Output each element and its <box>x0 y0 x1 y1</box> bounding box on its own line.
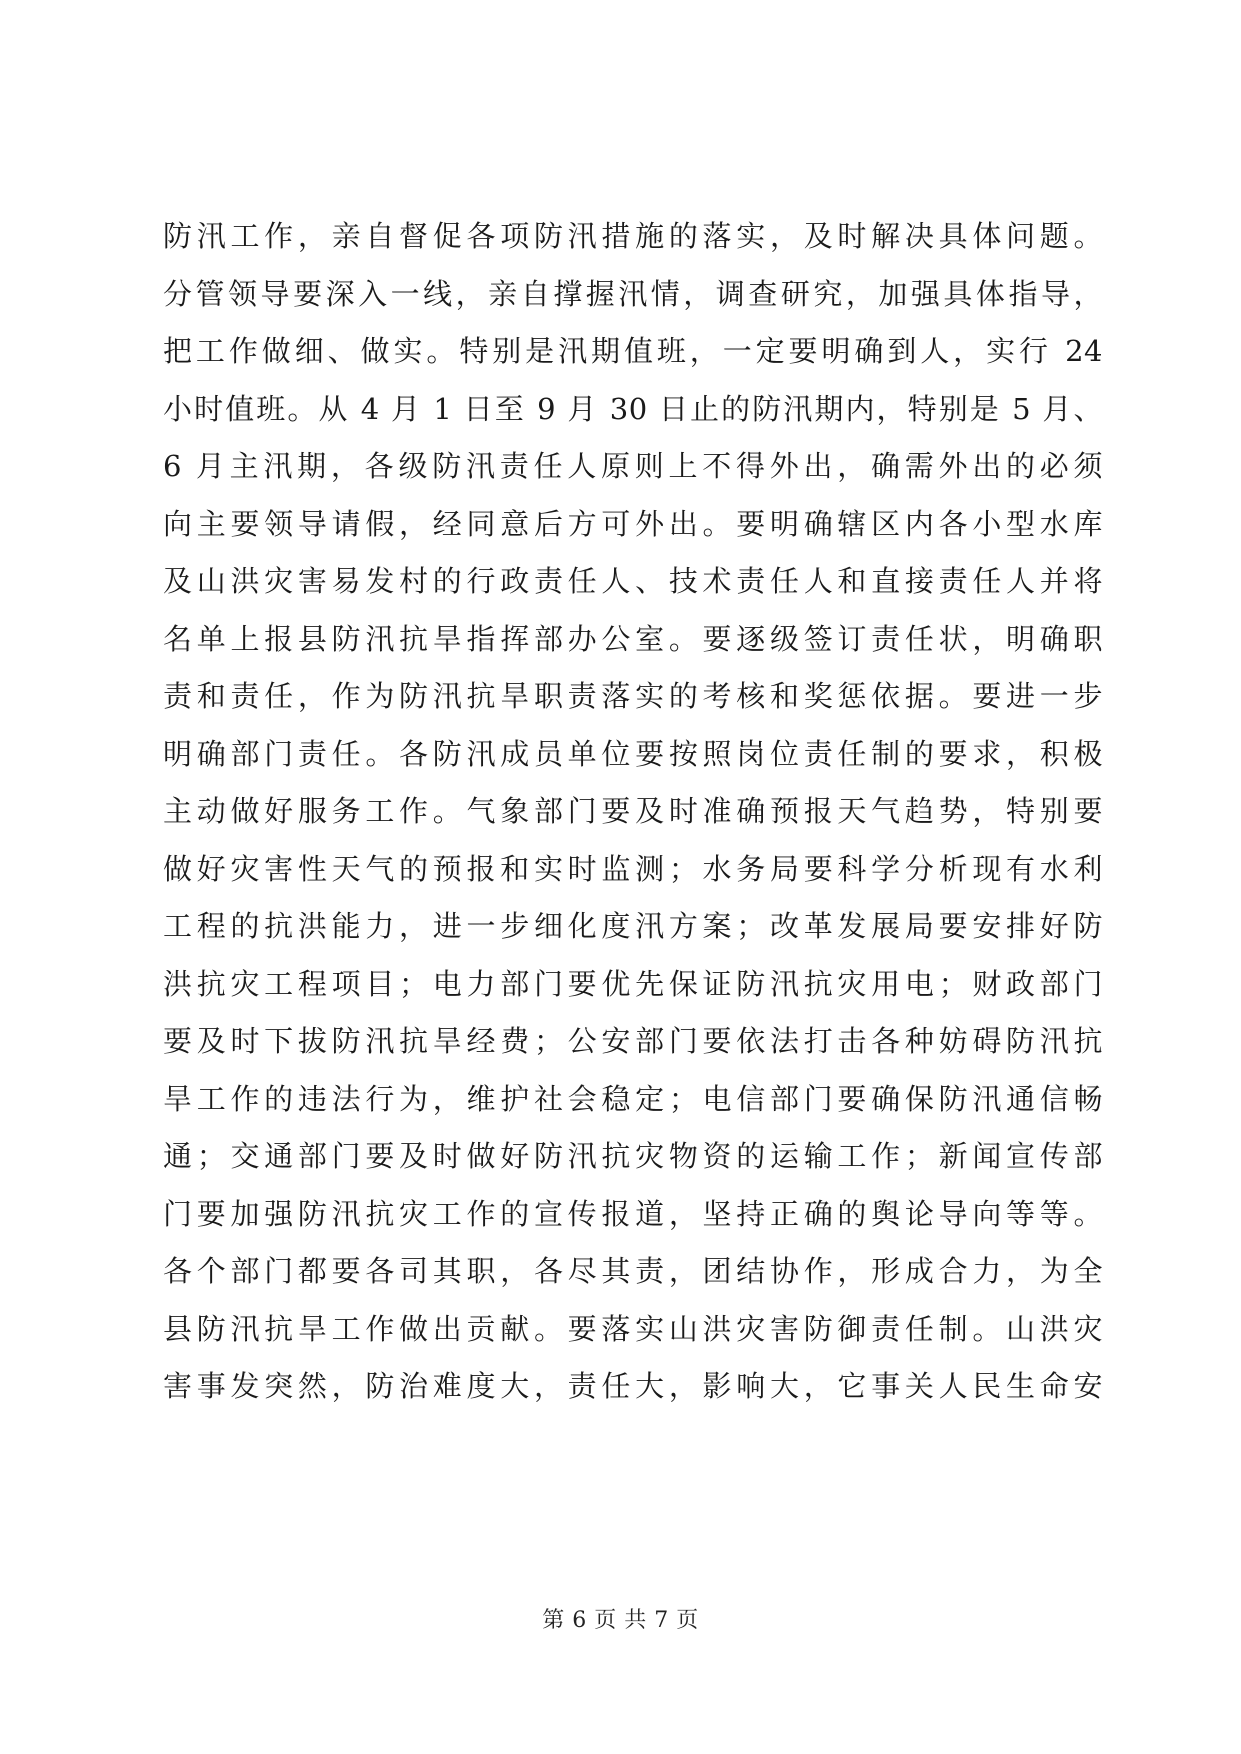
text-line: 害事发突然，防治难度大，责任大，影响大，它事关人民生命安 <box>163 1369 1103 1403</box>
body-text <box>163 208 1103 1416</box>
text-line: 把工作做细、做实。特别是汛期值班，一定要明确到人，实行 24 <box>163 334 1103 368</box>
text-line: 小时值班。从 4 月 1 日至 9 月 30 日止的防汛期内，特别是 5 月、 <box>163 391 1103 426</box>
text-line: 责和责任，作为防汛抗旱职责落实的考核和奖惩依据。要进一步 <box>163 679 1103 713</box>
text-line: 6 月主汛期，各级防汛责任人原则上不得外出，确需外出的必须 <box>163 449 1103 483</box>
text-line: 县防汛抗旱工作做出贡献。要落实山洪灾害防御责任制。山洪灾 <box>163 1311 1103 1346</box>
text-line: 做好灾害性天气的预报和实时监测；水务局要科学分析现有水利 <box>163 851 1103 886</box>
text-line: 各个部门都要各司其职，各尽其责，团结协作，形成合力，为全 <box>163 1254 1103 1288</box>
text-line: 旱工作的违法行为，维护社会稳定；电信部门要确保防汛通信畅 <box>163 1081 1103 1116</box>
text-line: 要及时下拔防汛抗旱经费；公安部门要依法打击各种妨碍防汛抗 <box>163 1024 1103 1058</box>
text-line: 分管领导要深入一线，亲自撑握汛情，调查研究，加强具体指导， <box>163 276 1103 311</box>
page-number-footer: 第 6 页 共 7 页 <box>542 1608 699 1633</box>
text-line: 通；交通部门要及时做好防汛抗灾物资的运输工作；新闻宣传部 <box>163 1139 1103 1173</box>
text-line: 门要加强防汛抗灾工作的宣传报道，坚持正确的舆论导向等等。 <box>163 1196 1103 1231</box>
text-line: 洪抗灾工程项目；电力部门要优先保证防汛抗灾用电；财政部门 <box>163 966 1103 1001</box>
text-line: 及山洪灾害易发村的行政责任人、技术责任人和直接责任人并将 <box>163 564 1103 598</box>
text-line: 工程的抗洪能力，进一步细化度汛方案；改革发展局要安排好防 <box>163 909 1103 943</box>
text-line: 名单上报县防汛抗旱指挥部办公室。要逐级签订责任状，明确职 <box>163 621 1103 656</box>
text-line: 主动做好服务工作。气象部门要及时准确预报天气趋势，特别要 <box>163 794 1103 828</box>
text-line: 明确部门责任。各防汛成员单位要按照岗位责任制的要求，积极 <box>163 736 1103 771</box>
text-line: 防汛工作，亲自督促各项防汛措施的落实，及时解决具体问题。 <box>163 219 1103 253</box>
text-line: 向主要领导请假，经同意后方可外出。要明确辖区内各小型水库 <box>163 506 1103 541</box>
